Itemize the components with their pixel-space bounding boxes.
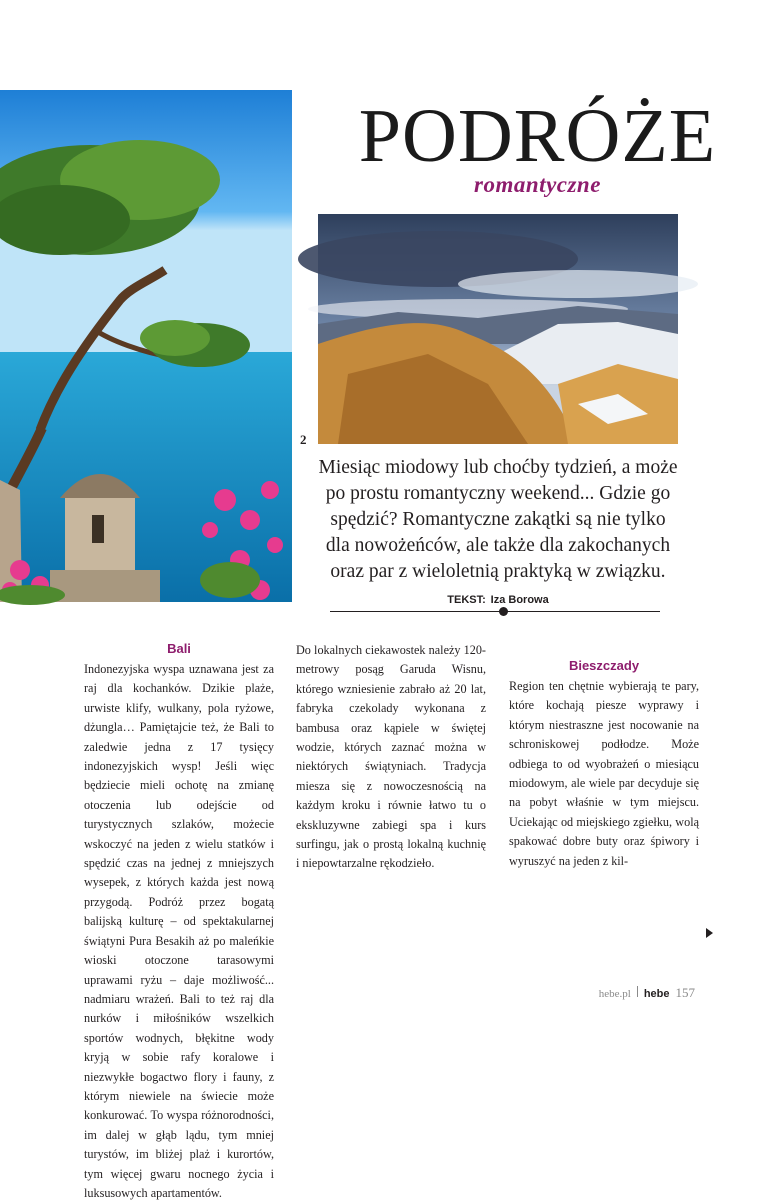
page-title: PODRÓŻE bbox=[358, 94, 717, 178]
article-column-3 bbox=[509, 641, 699, 868]
bieszczady-paragraph-1: Region ten chętnie wybierają te pary, które kochają piesze wyprawy i którym niestraszne jest nocowanie na schroniskowej podłodze. Może odbiega to od wyobrażeń o miesiącu miodowym, ale wiele par decyduje się na pobyt właśnie w tym miejscu. Uciekając od miejskiego zgiełku, wolą spakować dobre buty oraz śpiwory i wyruszyć na jeden z kil- bbox=[509, 679, 699, 868]
bali-paragraph-2: Do lokalnych ciekawostek należy 120-metrowy posąg Garuda Wisnu, którego wzniesienie zabrało aż 20 lat, fabryka czekolady wykonana z bambusa oraz kąpiele w świętej wodzie, których zaznać można w niektórych świątyniach. Tradycja miesza się z nowoczesnością na każdym kroku i równie łatwo tu o ekskluzywne zabiegi spa i kurs surfingu, jak o prostą lokalną kuchnię i niepowtarzalne rękodzieło. bbox=[296, 643, 486, 871]
continue-arrow-icon bbox=[706, 928, 713, 938]
lead-paragraph bbox=[318, 455, 678, 613]
amalfi-coast-pine-tree-photo bbox=[0, 90, 292, 602]
section-heading-bieszczady: Bieszczady bbox=[568, 658, 640, 673]
article-column-2 bbox=[296, 641, 486, 933]
footer-separator bbox=[637, 986, 638, 997]
footer-site: hebe.pl bbox=[598, 988, 631, 1000]
credit-name: Iza Borowa bbox=[490, 594, 549, 606]
page-subtitle: romantyczne bbox=[474, 172, 601, 197]
bali-paragraph-1: Indonezyjska wyspa uznawana jest za raj dla kochanków. Dzikie plaże, urwiste klify, wulkany, pola ryżowe, dżungla… Pamiętajcie też, że Bali to zaledwie jedna z 17 tysięcy indonezyjskich wysp! Jeśli więc będziecie mieli ochotę na zmianę otoczenia lub odejście od turystycznych szlaków, możecie wskoczyć na jeden z wielu statków i spędzić czas na jednej z mniejszych wysepek, z których każda jest nową przygodą. Podróż przez bogatą balijską kulturę – od spektakularnej świątyni Pura Besakih aż po maleńkie wioski otoczone tarasowymi uprawami ryżu – daje możliwość... nadmiaru wrażeń. Bali to też raj dla nurków i miłośników wszelkich sportów wodnych, błękitne wody kryją w sobie rafy koralowe i niezwykłe bogactwo flory i fauny, z którym niewiele na świecie może konkurować. To wyspa różnorodności, im dalej w głąb lądu, tym mniej turystów, im bliżej plaż i kurortów, tym więcej gwaru nocnego życia i luksusowych apartamentów. bbox=[84, 662, 274, 1200]
page-number: 157 bbox=[675, 985, 695, 1000]
article-column-1 bbox=[84, 640, 274, 1200]
page-footer bbox=[599, 985, 695, 1001]
section-heading-bali: Bali bbox=[167, 641, 191, 656]
divider-line bbox=[330, 611, 660, 612]
lead-text: Miesiąc miodowy lub choćby tydzień, a może po prostu romantyczny weekend... Gdzie go spędzić? Romantyczne zakątki są nie tylko dla nowożeńców, ale także dla zakochanych oraz par z wieloletnią praktyką w związku. bbox=[318, 457, 678, 582]
photo-number: 2 bbox=[300, 432, 307, 447]
mountain-landscape-photo bbox=[318, 214, 678, 444]
divider-dot bbox=[499, 607, 508, 616]
credit-label: TEKST: bbox=[447, 594, 486, 606]
footer-brand: hebe bbox=[643, 988, 670, 1000]
